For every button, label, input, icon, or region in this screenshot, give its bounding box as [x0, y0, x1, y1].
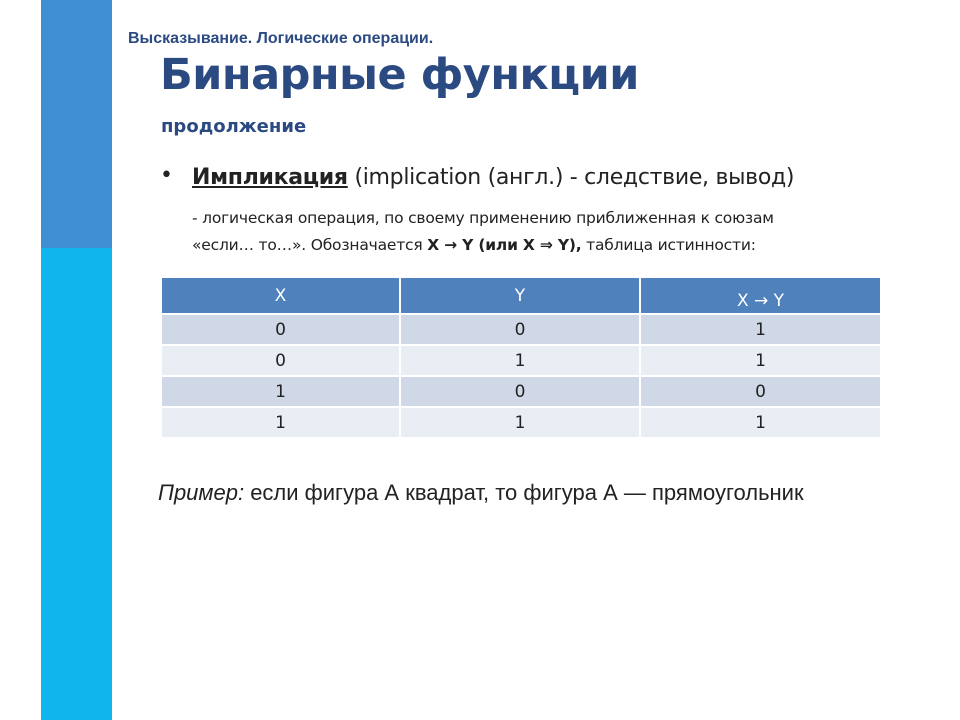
table-cell: 1 — [640, 407, 880, 438]
table-row — [162, 407, 880, 438]
term-translation: (implication (англ.) - следствие, вывод) — [347, 165, 795, 190]
example-body: если фигура А квадрат, то фигура А — прямоугольник — [244, 480, 804, 505]
definition-line-2-start: «если… то…». Обозначается — [192, 236, 428, 254]
bullet-marker: • — [160, 163, 173, 188]
table-cell: 0 — [640, 376, 880, 407]
header-x: X — [162, 278, 400, 314]
table-cell: 1 — [640, 314, 880, 345]
table-row — [162, 345, 880, 376]
definition-text — [192, 205, 892, 259]
table-cell: 1 — [640, 345, 880, 376]
header-y: Y — [400, 278, 640, 314]
table-cell: 0 — [162, 314, 400, 345]
section-kicker: Высказывание. Логические операции. — [128, 30, 434, 47]
table-row — [162, 314, 880, 345]
table-header-row — [162, 278, 880, 314]
notation: X → Y (или X ⇒ Y), — [427, 236, 582, 254]
table-cell: 1 — [162, 407, 400, 438]
definition-line-1: - логическая операция, по своему применению приближенная к союзам — [192, 209, 774, 227]
table-row — [162, 376, 880, 407]
table-cell: 1 — [400, 345, 640, 376]
side-stripe-bottom — [41, 248, 112, 720]
definition-line-2 — [192, 232, 892, 259]
bullet-heading — [192, 165, 794, 190]
table-cell: 0 — [162, 345, 400, 376]
table-cell: 0 — [400, 314, 640, 345]
term-implication: Импликация — [192, 165, 348, 190]
page-subtitle: продолжение — [161, 116, 307, 137]
page-title: Бинарные функции — [160, 50, 639, 100]
table-cell: 0 — [400, 376, 640, 407]
example-text — [158, 478, 878, 508]
table-cell: 1 — [162, 376, 400, 407]
table-cell: 1 — [400, 407, 640, 438]
definition-line-2-end: таблица истинности: — [581, 236, 756, 254]
truth-table — [162, 278, 880, 439]
header-implication: X → Y — [640, 278, 880, 314]
example-label: Пример: — [158, 480, 245, 505]
side-stripe-top — [41, 0, 112, 248]
